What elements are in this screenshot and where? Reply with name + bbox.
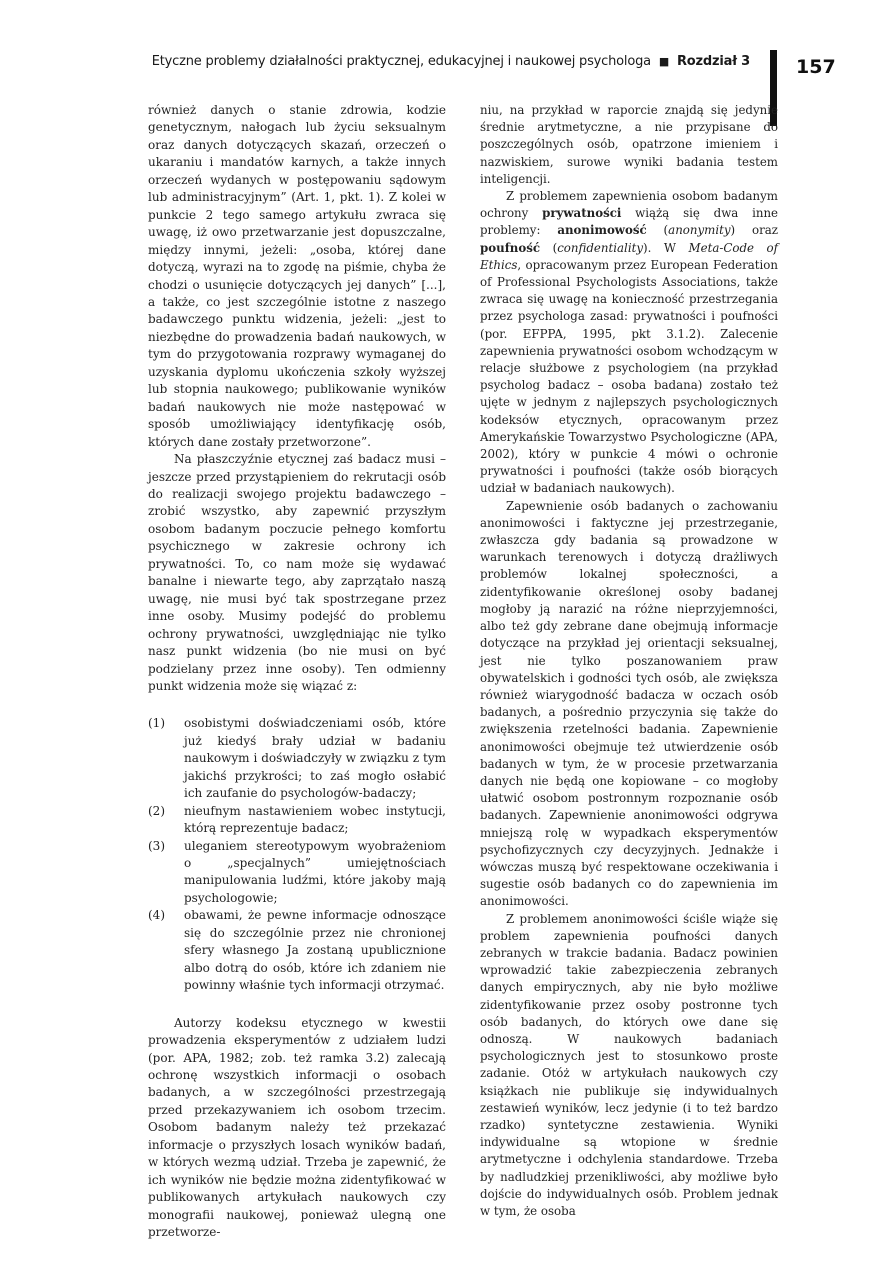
term-anonymity: anonimowość xyxy=(557,223,647,238)
list-item xyxy=(148,715,446,802)
left-column xyxy=(148,102,446,1242)
paragraph: Z problemem anonimowości ściśle wiąże się problem zapewnienia poufności danych zebranych w trakcie badania. Badacz powinien wprowadzić takie zabezpieczenia zebranych danych empirycznych, aby nie było możliwe zidentyfikowanie przez osoby postronne tych osób badanych, do których owe dane się odnoszą. W naukowych badaniach psychologicznych jest to stosunkowo proste zadanie. Otóż w artykułach naukowych czy książkach nie publikuje się indywidualnych zestawień wyników, lecz jedynie (i to też bardzo rzadko) syntetyczne zestawienia. Wyniki indywidualne są wtopione w średnie arytmetyczne i odchylenia standardowe. Trzeba by nadludzkiej przenikliwości, aby możliwe było dojście do indywidualnych osób. Problem jednak w tym, że osoba xyxy=(480,911,778,1218)
page-number: 157 xyxy=(796,56,836,78)
list-item xyxy=(148,803,446,838)
text-run: wiążą się dwa inne problemy: xyxy=(480,206,779,238)
paragraph: Autorzy kodeksu etycznego w kwestii prowadzenia eksperymentów z udziałem ludzi (por. APA, 1982; zob. też ramka 3.2) zalecają ochronę wszystkich informacji o osobach badanych, a w szczególności przestrzegają przed przekazywaniem ich osobom trzecim. Osobom badanym należy też przekazać informacje o przyszłych losach wyników badań, w których wezmą udział. Trzeba je zapewnić, że ich wyników nie będzie można zidentyfikować w publikowanych artykułach naukowych czy monografii naukowej, ponieważ ulegną one przetworze- xyxy=(148,1015,446,1240)
paragraph: niu, na przykład w raporcie znajdą się jedynie średnie arytmetyczne, a nie przypisane do poszczególnych osób, opatrzone imieniem i nazwiskiem, surowe wyniki badania testem inteligencji. xyxy=(480,103,778,186)
right-column xyxy=(480,102,778,1220)
running-title xyxy=(152,54,750,69)
paragraph: Zapewnienie osób badanych o zachowaniu anonimowości i faktyczne jej przestrzeganie, zwłaszcza gdy badania są prowadzone w warunkach terenowych i dotyczą drażliwych problemów lokalnej społeczności, a zidentyfikowanie określonej osoby badanej mogłoby ją narazić na różne nieprzyjemności, albo też gdy zebrane dane obejmują informacje dotyczące na przykład jej orientacji seksualnej, jest nie tylko poszanowaniem praw obywatelskich i godności tych osób, ale zwiększa również wiarygodność badacza w oczach osób badanych, a pośrednio przyczynia się także do zwiększenia rzetelności badania. Zapewnienie anonimowości obejmuje też utwierdzenie osób badanych w tym, że w procesie przetwarzania danych nie będą one kopiowane – co mogłoby ułatwić osobom postronnym rozpoznanie osób badanych. Zapewnienie anonimowości odgrywa mniejszą rolę w wypadkach eksperymentów psychofizycznych czy decyzyjnych. Jednakże i wówczas muszą być respektowane oczekiwania i sugestie osób badanych co do zapewnienia im anonimowości. xyxy=(480,498,778,909)
list-number: (3) xyxy=(148,838,165,853)
term-confidentiality: poufność xyxy=(480,240,541,255)
list-number: (1) xyxy=(148,716,165,731)
term-english: confidentiality xyxy=(557,240,643,255)
chapter-label: Rozdział 3 xyxy=(676,54,750,69)
list-item-text: uleganiem stereotypowym wyobrażeniom o „specjalnych” umiejętnościach manipulowania ludźmi, które jakoby mają psychologowie; xyxy=(184,838,446,905)
square-bullet-icon: ■ xyxy=(658,55,670,68)
paragraph-key-terms xyxy=(480,188,778,498)
running-header xyxy=(0,40,893,90)
list-item-text: osobistymi doświadczeniami osób, które już kiedyś brały udział w badaniu naukowym i doświadczyły w związku z tym jakichś przykrości; to zaś mogło osłabić ich zaufanie do psychologów-badaczy; xyxy=(184,716,446,801)
term-privacy: prywatności xyxy=(542,206,622,221)
running-title-text: Etyczne problemy działalności praktycznej, edukacyjnej i naukowej psychologa xyxy=(151,54,651,69)
text-run: ( xyxy=(552,240,558,255)
text-run: ( xyxy=(663,223,669,238)
list-item-text: obawami, że pewne informacje odnoszące się do szczególnie przez nie chronionej sfery własnego Ja zostaną upublicznione albo dotrą do osób, które ich zdaniem nie powinny właśnie tych informacji otrzymać. xyxy=(184,908,446,993)
text-run: , opracowanym przez European Federation of Professional Psychologists Associations, także zwraca się uwagę na konieczność przestrzegania przez psychologa zasad: prywatności i poufności (por. EFPPA, 1995, pkt 3.1.2). Zalecenie zapewnienia prywatności osobom wchodzącym w relacje służbowe z psychologiem (na przykład psycholog badacz – osoba badana) zostało też ujęte w jednym z najlepszych psychologicznych kodeksów etycznych, opracowanym przez Amerykańskie Towarzystwo Psychologiczne (APA, 2002), który w punkcie 4 mówi o ochronie prywatności i poufności (także osób biorących udział w badaniach naukowych). xyxy=(480,257,778,496)
list-item-text: nieufnym nastawieniem wobec instytucji, którą reprezentuje badacz; xyxy=(184,803,446,836)
paragraph: Na płaszczyźnie etycznej zaś badacz musi – jeszcze przed przystąpieniem do rekrutacji osób do realizacji swojego projektu badawczego – zrobić wszystko, aby zapewnić przyszłym osobom badanym poczucie pełnego komfortu psychicznego w zakresie ochrony ich prywatności. To, co nam może się wydawać banalne i niewarte tego, aby zaprzątało naszą uwagę, nie musi być tak spostrzegane przez inne osoby. Musimy podejść do problemu ochrony prywatności, uwzględniając nie tylko nasz punkt widzenia (bo nie musi on być podzielany przez inne osoby). Ten odmienny punkt widzenia może się wiązać z: xyxy=(148,452,446,693)
list-item xyxy=(148,907,446,994)
list-number: (4) xyxy=(148,908,165,923)
text-run: ) oraz xyxy=(730,223,778,238)
cited-title: Meta-Code of Ethics xyxy=(480,240,779,272)
text-run: Z problemem zapewnienia osobom badanym ochrony xyxy=(480,189,778,221)
list-item xyxy=(148,838,446,908)
paragraph: również danych o stanie zdrowia, kodzie genetycznym, nałogach lub życiu seksualnym oraz danych dotyczących skazań, orzeczeń o ukaraniu i mandatów karnych, a także innych orzeczeń wydanych w postępowaniu sądowym lub administracyjnym” (Art. 1, pkt. 1). Z kolei w punkcie 2 tego samego artykułu zwraca się uwagę, iż owo przetwarzanie jest dopuszczalne, między innymi, jeżeli: „osoba, której dane dotyczą, wyrazi na to zgodę na piśmie, chyba że chodzi o usunięcie dotyczących jej danych” [...], a także, co jest szczególnie istotne z naszego badawczego punktu widzenia, jeżeli: „jest to niezbędne do prowadzenia badań naukowych, w tym do przygotowania rozprawy wymaganej do uzyskania dyplomu ukończenia szkoły wyższej lub stopnia naukowego; publikowanie wyników badań naukowych nie może następować w sposób umożliwiający identyfikację osób, których dane zostały przetworzone”. xyxy=(148,103,446,449)
term-english: anonymity xyxy=(668,223,731,238)
numbered-list xyxy=(148,715,446,994)
list-number: (2) xyxy=(148,803,165,818)
text-run: ). W xyxy=(643,240,677,255)
